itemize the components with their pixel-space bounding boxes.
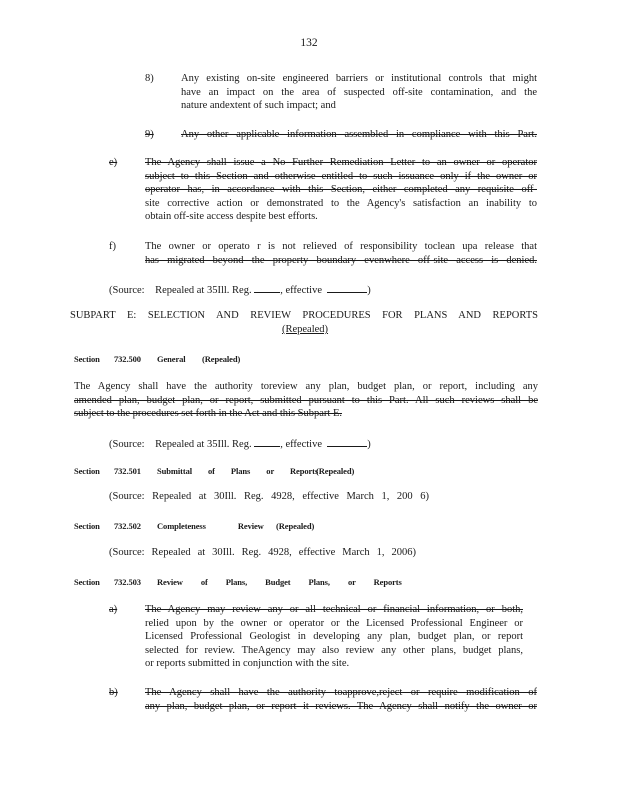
item-8-text — [181, 72, 537, 113]
page-number: 132 — [300, 37, 318, 49]
source-note-2: (Source: Repealed at 35Ill. Reg. , effective ) — [109, 436, 439, 452]
item-a-label: a) — [109, 604, 118, 615]
item-b-label: b) — [109, 687, 118, 698]
item-a-line: Licensed Professional Geologist in developing any plan, budget plan, or report — [145, 631, 523, 643]
item-e-struck-line: The Agency shall issue a No Further Remediation Letter to an owner or operator — [145, 157, 537, 168]
item-8-label: 8) — [145, 73, 154, 84]
paragraph-line-struck: subject to the procedures set forth in the Act and this Subpart E. — [74, 408, 342, 420]
item-9-text: Any other applicable information assembled in compliance with this Part. — [181, 129, 537, 140]
item-f-line-1: The owner or operato r is not relieved of responsibility toclean upa release that — [145, 241, 537, 252]
item-b-struck-line: The Agency shall have the authority toapprove,reject or require modification of — [145, 687, 537, 698]
item-8-line: have an impact on the area of suspected off-site contamination, and the — [181, 86, 537, 98]
source-note-3: (Source: Repealed at 30Ill. Reg. 4928, effective March 1, 200 6) — [109, 491, 429, 502]
item-b-struck-line: any plan, budget plan, or report it reviews. The Agency shall notify the owner or — [145, 700, 537, 712]
item-e-line: site corrective action or demonstrated to the Agency's satisfaction an inability to — [145, 197, 537, 209]
item-8-line: Any existing on-site engineered barriers or institutional controls that might — [181, 73, 537, 84]
item-9-label: 9) — [145, 129, 154, 140]
section-732-503-heading: Section 732.503 Review of Plans, Budget Plans, or Reports — [74, 577, 402, 587]
item-f-text — [145, 240, 537, 267]
item-a-line: relied upon by the owner or operator or the Licensed Professional Engineer or — [145, 617, 523, 629]
section-732-500-heading: Section 732.500 General (Repealed) — [74, 354, 241, 364]
item-a-text — [145, 603, 523, 671]
item-e-struck-line: operator has, in accordance with this Section, either completed any requisite off- — [145, 184, 537, 196]
item-f-label: f) — [109, 241, 116, 252]
paragraph-line-struck: amended plan, budget plan, or report, submitted pursuant to this Part. All such reviews shall be — [74, 394, 538, 406]
item-e-label: e) — [109, 157, 118, 168]
item-a-line-1-struck: The Agency may review any or all technical or financial information, or both, — [145, 604, 523, 615]
item-a-line: selected for review. TheAgency may also review any other plans, budget plans, — [145, 644, 523, 656]
subpart-repealed-note: (Repealed) — [281, 324, 329, 335]
item-e-text — [145, 156, 537, 224]
item-a-line: or reports submitted in conjunction with the site. — [145, 658, 350, 670]
item-f-line-2-struck: has migrated beyond the property boundary evenwhere off-site access is denied. — [145, 254, 537, 266]
source-note-4: (Source: Repealed at 30Ill. Reg. 4928, effective March 1, 2006) — [109, 547, 416, 558]
section-732-500-paragraph — [74, 380, 538, 421]
item-8-line: nature andextent of such impact; and — [181, 100, 336, 112]
paragraph-line: The Agency shall have the authority toreview any plan, budget plan, or report, including any — [74, 381, 538, 392]
item-e-struck-line: subject to this Section and otherwise entitled to such issuance only if the owner or — [145, 170, 537, 182]
section-732-502-heading: Section 732.502 Completeness Review (Repealed) — [74, 521, 315, 531]
subpart-heading: SUBPART E: SELECTION AND REVIEW PROCEDURES FOR PLANS AND REPORTS — [70, 310, 538, 321]
source-note-1: (Source: Repealed at 35Ill. Reg. , effective ) — [109, 282, 439, 298]
item-b-text — [145, 686, 537, 713]
section-732-501-heading: Section 732.501 Submittal of Plans or Reports (Repealed) — [74, 466, 355, 476]
item-e-line: obtain off-site access despite best efforts. — [145, 211, 318, 223]
